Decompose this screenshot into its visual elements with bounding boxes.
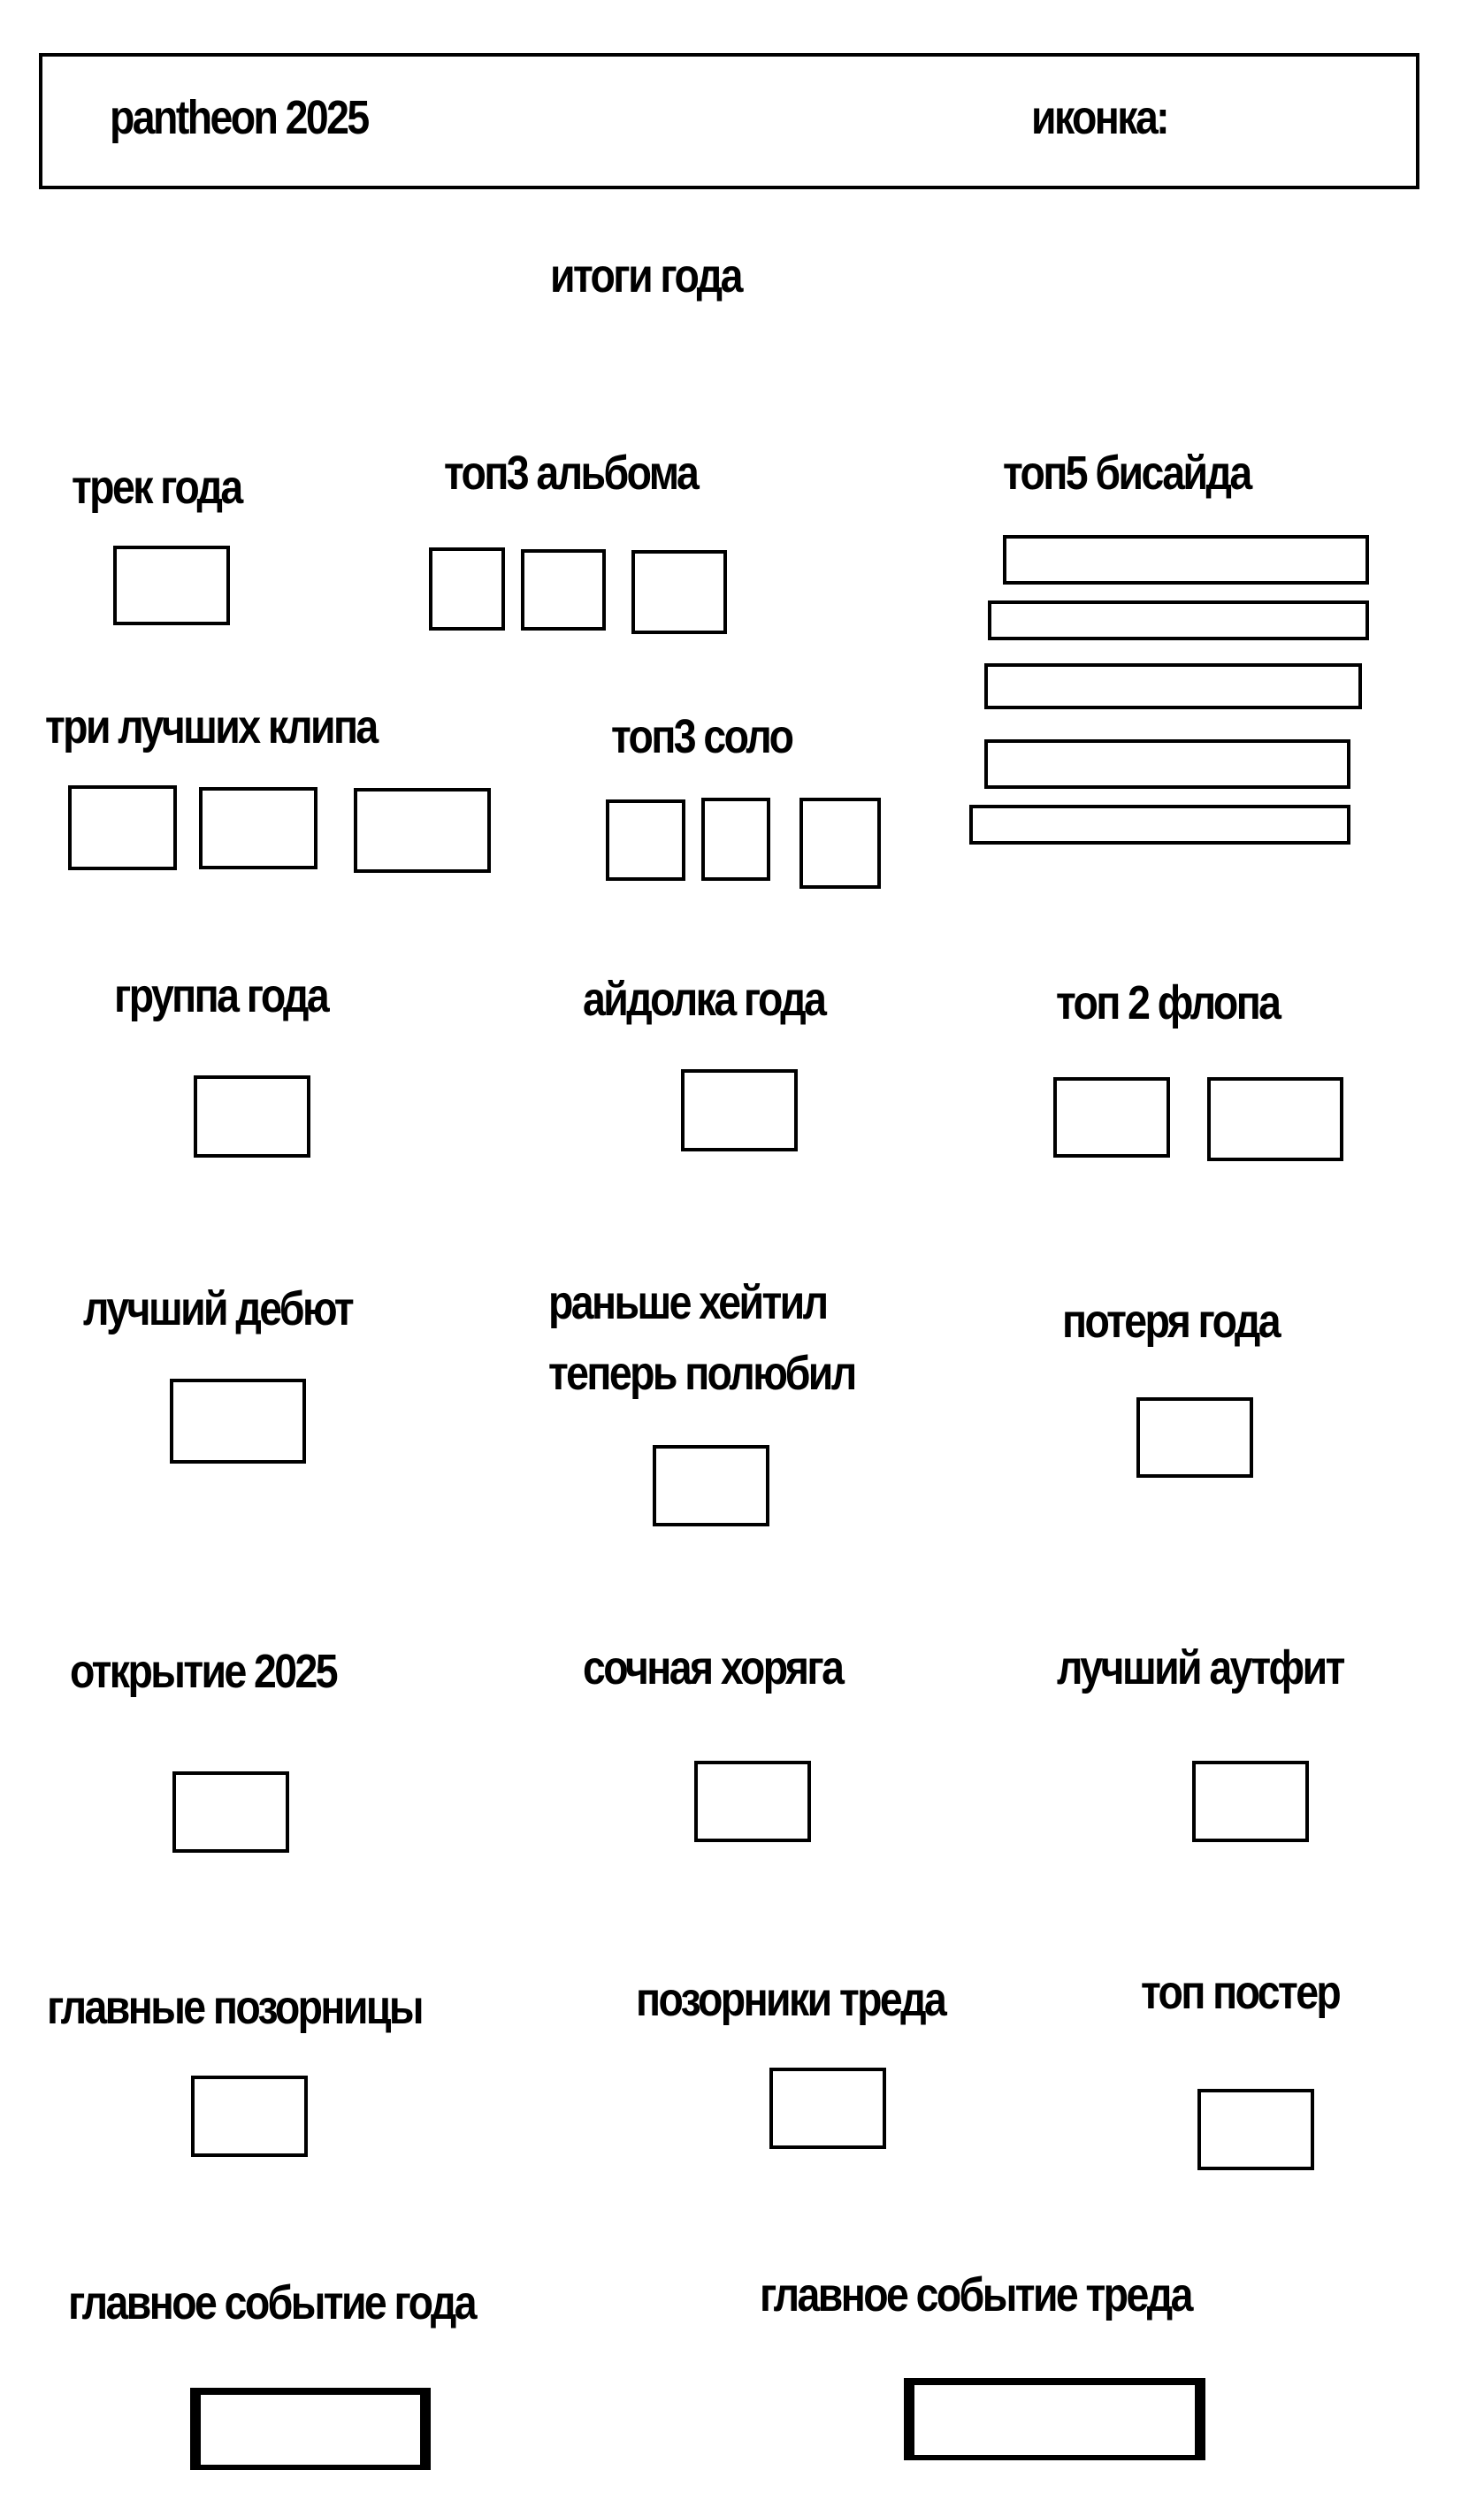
slot-bside-2[interactable] xyxy=(988,600,1369,640)
label-juicy-horyaga: сочная хоряга xyxy=(583,1641,843,1694)
slot-best-debut[interactable] xyxy=(170,1379,306,1464)
label-main-shameful-f: главные позорницы xyxy=(47,1981,422,2034)
slot-album-1[interactable] xyxy=(429,547,505,631)
label-loss-of-year: потеря года xyxy=(1062,1295,1280,1348)
label-main-event-thread: главное событие треда xyxy=(760,2268,1191,2321)
slot-solo-1[interactable] xyxy=(606,799,685,881)
slot-clip-3[interactable] xyxy=(354,788,491,873)
slot-track-of-year[interactable] xyxy=(113,546,230,625)
icon-label: иконка: xyxy=(1031,91,1168,144)
label-idol-of-year: айдолка года xyxy=(583,973,825,1026)
slot-bside-1[interactable] xyxy=(1003,535,1369,585)
header-title: pantheon 2025 xyxy=(110,91,368,144)
label-group-of-year: группа года xyxy=(114,969,328,1022)
slot-group-of-year[interactable] xyxy=(194,1075,310,1158)
slot-clip-1[interactable] xyxy=(68,785,177,870)
label-hated-then-loved-line2: теперь полюбил xyxy=(548,1347,855,1400)
label-hated-then-loved-line1: раньше хейтил xyxy=(548,1276,827,1329)
page-subtitle: итоги года xyxy=(550,249,741,302)
label-discovery-2025: открытие 2025 xyxy=(70,1645,337,1698)
slot-flop-1[interactable] xyxy=(1053,1077,1170,1158)
slot-solo-2[interactable] xyxy=(701,798,770,881)
slot-idol-of-year[interactable] xyxy=(681,1069,798,1151)
slot-loss-of-year[interactable] xyxy=(1136,1397,1253,1478)
slot-main-event-year[interactable] xyxy=(190,2388,431,2470)
label-main-event-year: главное событие года xyxy=(68,2276,475,2329)
label-best-debut: лучший дебют xyxy=(83,1282,353,1335)
label-thread-shameful: позорники треда xyxy=(636,1973,945,2026)
label-best-outfit: лучший аутфит xyxy=(1057,1641,1343,1694)
label-top5-bsides: топ5 бисайда xyxy=(1003,447,1251,500)
label-top2-flops: топ 2 флопа xyxy=(1056,976,1280,1029)
label-top3-albums: топ3 альбома xyxy=(444,447,698,500)
slot-flop-2[interactable] xyxy=(1207,1077,1343,1161)
label-top-poster: топ постер xyxy=(1141,1966,1340,2019)
slot-clip-2[interactable] xyxy=(199,787,317,869)
slot-solo-3[interactable] xyxy=(799,798,881,889)
slot-juicy-horyaga[interactable] xyxy=(694,1761,811,1842)
slot-hated-then-loved[interactable] xyxy=(653,1445,769,1526)
slot-main-event-thread[interactable] xyxy=(904,2378,1205,2460)
slot-main-shameful-f[interactable] xyxy=(191,2076,308,2157)
slot-bside-4[interactable] xyxy=(984,739,1350,789)
label-three-best-clips: три лучших клипа xyxy=(45,700,377,753)
label-top3-solo: топ3 соло xyxy=(611,710,792,763)
slot-discovery-2025[interactable] xyxy=(172,1771,289,1853)
slot-album-2[interactable] xyxy=(521,549,606,631)
slot-bside-3[interactable] xyxy=(984,663,1362,709)
slot-thread-shameful[interactable] xyxy=(769,2068,886,2149)
slot-bside-5[interactable] xyxy=(969,805,1350,845)
slot-best-outfit[interactable] xyxy=(1192,1761,1309,1842)
label-track-of-year: трек года xyxy=(72,461,241,514)
slot-top-poster[interactable] xyxy=(1197,2089,1314,2170)
slot-album-3[interactable] xyxy=(631,550,727,634)
